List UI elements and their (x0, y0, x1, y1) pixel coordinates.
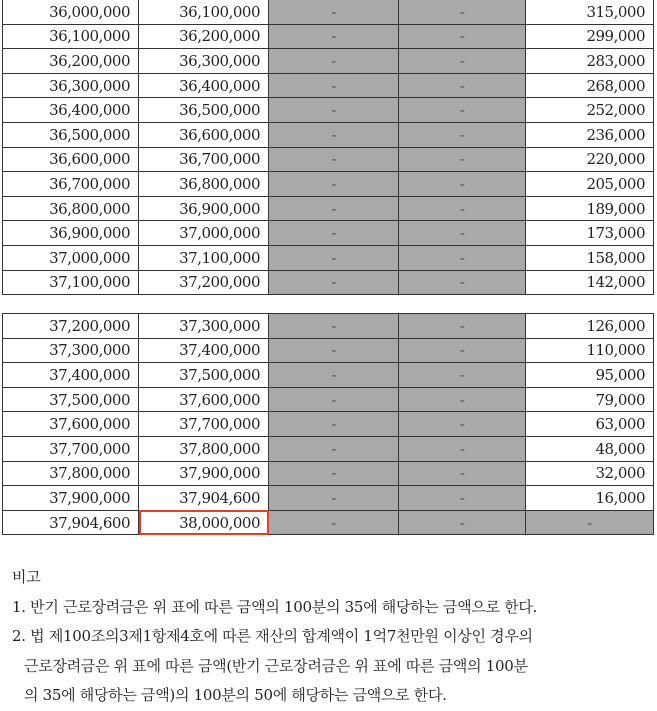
amount-table-part1 (2, 0, 654, 295)
range-to-cell: 37,100,000 (139, 245, 269, 270)
amount-a-cell: - (269, 98, 399, 123)
amount-c-cell: 236,000 (526, 122, 654, 147)
amount-c-cell: 48,000 (526, 436, 654, 461)
amount-c-cell: - (526, 510, 654, 535)
range-to-cell[interactable]: 38,000,000 (139, 510, 269, 535)
amount-c-cell: 79,000 (526, 387, 654, 412)
range-to-cell: 37,500,000 (139, 363, 269, 388)
amount-a-cell: - (269, 436, 399, 461)
range-from-cell: 36,500,000 (3, 122, 139, 147)
amount-a-cell: - (269, 221, 399, 246)
range-from-cell: 37,500,000 (3, 387, 139, 412)
amount-a-cell: - (269, 412, 399, 437)
note-2-cont: 근로장려금은 위 표에 따른 금액(반기 근로장려금은 위 표에 따른 금액의 100분 (24, 656, 528, 675)
amount-b-cell: - (399, 49, 526, 74)
amount-b-cell: - (399, 196, 526, 221)
table-row (3, 387, 654, 412)
amount-a-cell: - (269, 363, 399, 388)
amount-c-cell: 252,000 (526, 98, 654, 123)
amount-b-cell: - (399, 0, 526, 24)
table-row (3, 338, 654, 363)
range-to-cell: 36,500,000 (139, 98, 269, 123)
amount-b-cell: - (399, 314, 526, 339)
amount-b-cell: - (399, 122, 526, 147)
range-from-cell: 37,300,000 (3, 338, 139, 363)
range-to-cell: 37,904,600 (139, 486, 269, 511)
amount-c-cell: 16,000 (526, 486, 654, 511)
amount-c-cell: 32,000 (526, 461, 654, 486)
amount-a-cell: - (269, 73, 399, 98)
range-to-cell: 36,800,000 (139, 172, 269, 197)
range-from-cell: 36,300,000 (3, 73, 139, 98)
amount-a-cell: - (269, 486, 399, 511)
amount-c-cell: 299,000 (526, 24, 654, 49)
amount-a-cell: - (269, 510, 399, 535)
range-from-cell: 36,100,000 (3, 24, 139, 49)
amount-a-cell: - (269, 24, 399, 49)
amount-b-cell: - (399, 270, 526, 295)
notes-section (12, 563, 537, 711)
range-from-cell: 37,100,000 (3, 270, 139, 295)
table-row (3, 196, 654, 221)
amount-c-cell: 189,000 (526, 196, 654, 221)
note-1: 1. 반기 근로장려금은 위 표에 따른 금액의 100분의 35에 해당하는 금액으로 한다. (12, 597, 538, 616)
amount-a-cell: - (269, 338, 399, 363)
amount-b-cell: - (399, 338, 526, 363)
amount-c-cell: 315,000 (526, 0, 654, 24)
range-to-cell: 36,100,000 (139, 0, 269, 24)
table-row (3, 98, 654, 123)
range-from-cell: 37,800,000 (3, 461, 139, 486)
amount-a-cell: - (269, 0, 399, 24)
range-from-cell: 37,400,000 (3, 363, 139, 388)
amount-c-cell: 95,000 (526, 363, 654, 388)
range-from-cell: 36,400,000 (3, 98, 139, 123)
range-from-cell: 37,600,000 (3, 412, 139, 437)
amount-a-cell: - (269, 147, 399, 172)
table-row (3, 73, 654, 98)
table-row (3, 461, 654, 486)
amount-c-cell: 173,000 (526, 221, 654, 246)
amount-c-cell: 283,000 (526, 49, 654, 74)
amount-a-cell: - (269, 314, 399, 339)
range-from-cell: 37,900,000 (3, 486, 139, 511)
amount-a-cell: - (269, 49, 399, 74)
amount-b-cell: - (399, 73, 526, 98)
amount-c-cell: 63,000 (526, 412, 654, 437)
range-to-cell: 37,700,000 (139, 412, 269, 437)
table-row (3, 314, 654, 339)
table-row (3, 245, 654, 270)
note-2-cont2: 의 35에 해당하는 금액)의 100분의 50에 해당하는 금액으로 한다. (24, 686, 447, 704)
amount-a-cell: - (269, 172, 399, 197)
amount-b-cell: - (399, 461, 526, 486)
range-to-cell: 37,400,000 (139, 338, 269, 363)
range-to-cell: 37,900,000 (139, 461, 269, 486)
amount-b-cell: - (399, 363, 526, 388)
range-from-cell: 36,600,000 (3, 147, 139, 172)
amount-b-cell: - (399, 24, 526, 49)
table-row (3, 486, 654, 511)
range-to-cell: 37,000,000 (139, 221, 269, 246)
range-from-cell: 36,000,000 (3, 0, 139, 24)
amount-b-cell: - (399, 387, 526, 412)
amount-c-cell: 205,000 (526, 172, 654, 197)
amount-table-part2 (2, 313, 654, 535)
range-to-cell: 37,200,000 (139, 270, 269, 295)
table-row (3, 0, 654, 24)
range-from-cell: 37,904,600 (3, 510, 139, 535)
range-to-cell: 36,900,000 (139, 196, 269, 221)
amount-b-cell: - (399, 221, 526, 246)
range-from-cell: 36,700,000 (3, 172, 139, 197)
notes-heading: 비고 (12, 568, 41, 586)
range-from-cell: 37,200,000 (3, 314, 139, 339)
amount-c-cell: 158,000 (526, 245, 654, 270)
range-from-cell: 36,200,000 (3, 49, 139, 74)
table-row (3, 363, 654, 388)
amount-a-cell: - (269, 196, 399, 221)
table-row (3, 412, 654, 437)
amount-c-cell: 220,000 (526, 147, 654, 172)
table-row (3, 24, 654, 49)
range-to-cell: 37,300,000 (139, 314, 269, 339)
table-row (3, 221, 654, 246)
table-row (3, 122, 654, 147)
range-to-cell: 36,700,000 (139, 147, 269, 172)
range-from-cell: 37,000,000 (3, 245, 139, 270)
range-from-cell: 36,800,000 (3, 196, 139, 221)
range-from-cell: 37,700,000 (3, 436, 139, 461)
amount-c-cell: 110,000 (526, 338, 654, 363)
range-to-cell: 37,600,000 (139, 387, 269, 412)
amount-b-cell: - (399, 412, 526, 437)
range-to-cell: 36,600,000 (139, 122, 269, 147)
amount-b-cell: - (399, 486, 526, 511)
amount-c-cell: 126,000 (526, 314, 654, 339)
range-to-cell: 36,300,000 (139, 49, 269, 74)
amount-a-cell: - (269, 245, 399, 270)
amount-b-cell: - (399, 510, 526, 535)
amount-a-cell: - (269, 387, 399, 412)
range-to-cell: 36,400,000 (139, 73, 269, 98)
note-2: 2. 법 제100조의3제1항제4호에 따른 재산의 합계액이 1억7천만원 이상인 경우의 (12, 627, 533, 645)
table-row (3, 270, 654, 295)
amount-a-cell: - (269, 270, 399, 295)
table-row (3, 436, 654, 461)
amount-b-cell: - (399, 245, 526, 270)
amount-b-cell: - (399, 436, 526, 461)
table-row (3, 172, 654, 197)
range-from-cell: 36,900,000 (3, 221, 139, 246)
amount-a-cell: - (269, 122, 399, 147)
amount-c-cell: 142,000 (526, 270, 654, 295)
amount-c-cell: 268,000 (526, 73, 654, 98)
amount-b-cell: - (399, 98, 526, 123)
range-to-cell: 36,200,000 (139, 24, 269, 49)
table-row (3, 510, 654, 535)
range-to-cell: 37,800,000 (139, 436, 269, 461)
table-row (3, 49, 654, 74)
amount-b-cell: - (399, 172, 526, 197)
table-row (3, 147, 654, 172)
amount-a-cell: - (269, 461, 399, 486)
amount-b-cell: - (399, 147, 526, 172)
